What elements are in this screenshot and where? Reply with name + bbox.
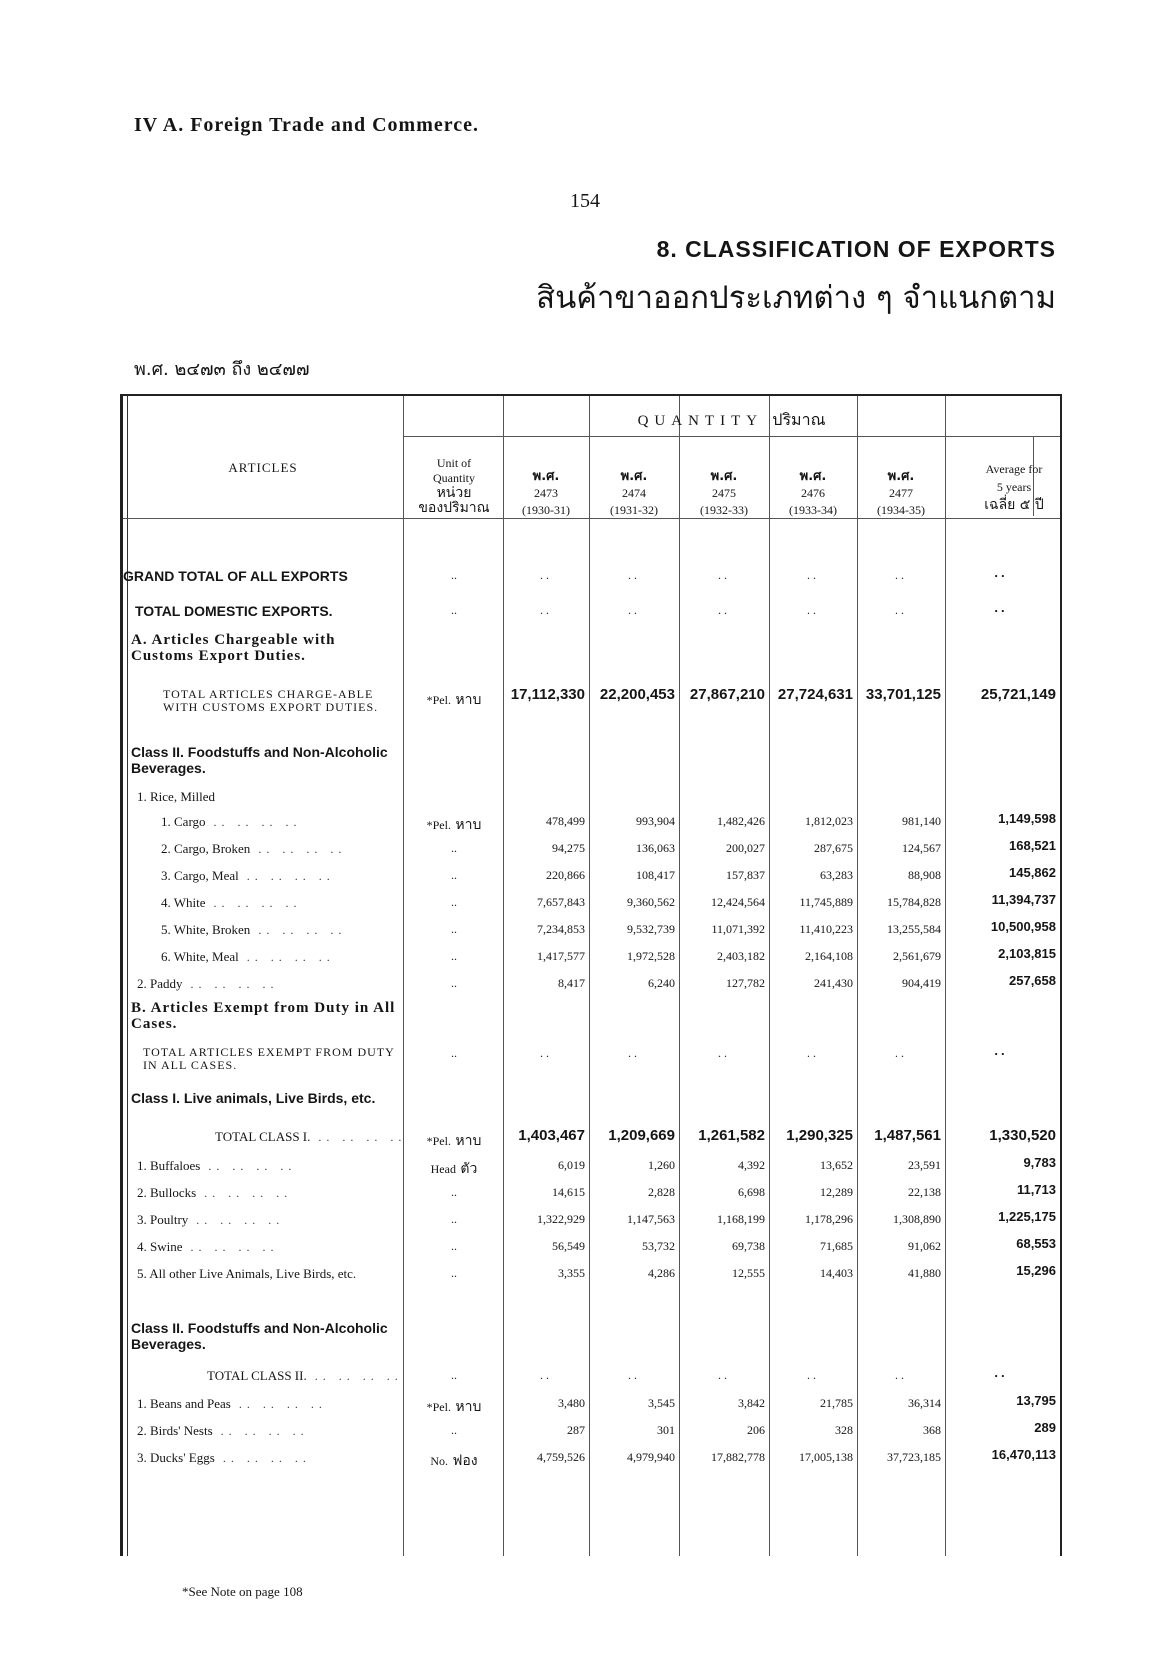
table-title-english: 8. CLASSIFICATION OF EXPORTS: [656, 236, 1056, 262]
year-value: 7,234,853: [537, 922, 585, 936]
unit-cell: [405, 1185, 503, 1200]
unit-cell: [405, 814, 503, 836]
year-header-year: 2473: [534, 486, 558, 500]
row-label: [137, 976, 403, 992]
row-label-text: 4. White: [161, 895, 206, 910]
average-value: 11,394,737: [991, 892, 1056, 907]
unit-text-thai: ฟอง: [448, 1453, 478, 1469]
row-label-text: 4. Swine: [137, 1239, 183, 1254]
year-value: 200,027: [726, 841, 765, 855]
average-value: 168,521: [1009, 838, 1056, 853]
year-value: ..: [718, 603, 730, 617]
year-value: 11,745,889: [799, 895, 853, 909]
year-value: 27,724,631: [777, 686, 853, 703]
unit-text: ..: [451, 1423, 457, 1437]
year-value: 94,275: [552, 841, 585, 855]
year-value: 2,828: [648, 1185, 675, 1199]
row-label-text: TOTAL DOMESTIC EXPORTS.: [135, 603, 333, 619]
average-value: 257,658: [1009, 973, 1056, 988]
row-label: [161, 841, 403, 857]
row-label: [137, 789, 403, 805]
year-value: 136,063: [636, 841, 675, 855]
year-value: 1,322,929: [537, 1212, 585, 1226]
row-label: [161, 922, 403, 938]
unit-text: ..: [451, 976, 457, 990]
articles-header: ARTICLES: [228, 460, 298, 475]
leader-dots: .. .. .. ..: [196, 1186, 293, 1200]
year-value: 1,168,199: [717, 1212, 765, 1226]
row-label: [161, 895, 403, 911]
unit-text: ..: [451, 1185, 457, 1199]
average-header-years: 5 years: [996, 480, 1032, 494]
year-value: 2,164,108: [805, 949, 853, 963]
exports-table: [120, 394, 1062, 1556]
row-label-text: Class II. Foodstuffs and Non-Alcoholic Beverages.: [131, 1320, 388, 1352]
unit-text: ..: [451, 1368, 457, 1382]
row-label-text: Class I. Live animals, Live Birds, etc.: [131, 1090, 376, 1106]
unit-cell: [405, 1158, 503, 1180]
page-number: 154: [570, 190, 600, 212]
row-label: [161, 814, 403, 830]
row-label-text: 1. Rice, Milled: [137, 789, 215, 804]
year-header: [769, 468, 857, 519]
year-value: 37,723,185: [887, 1450, 941, 1464]
leader-dots: .. .. .. ..: [214, 1451, 311, 1465]
leader-dots: .. .. .. ..: [182, 977, 279, 991]
year-header-th: พ.ศ.: [710, 469, 738, 484]
unit-cell: [405, 603, 503, 618]
year-value: 2,403,182: [717, 949, 765, 963]
average-value: 10,500,958: [990, 919, 1056, 934]
leader-dots: .. .. .. ..: [230, 1397, 327, 1411]
row-label-text: 3. Poultry: [137, 1212, 189, 1227]
year-header-year: 2475: [712, 486, 736, 500]
year-header-ce: (1932-33): [700, 503, 748, 517]
average-value: 2,103,815: [998, 946, 1056, 961]
year-value: 1,487,561: [874, 1127, 941, 1144]
row-label-text: 1. Beans and Peas: [137, 1396, 231, 1411]
year-value: 124,567: [902, 841, 941, 855]
unit-text: ..: [451, 841, 457, 855]
unit-text-thai: หาบ: [450, 817, 482, 833]
row-label-text: 2. Paddy: [137, 976, 183, 991]
average-value: ..: [994, 565, 1008, 580]
unit-cell: [405, 1239, 503, 1254]
unit-cell: [405, 1423, 503, 1438]
leader-dots: .. .. .. ..: [200, 1159, 297, 1173]
unit-text: ..: [451, 949, 457, 963]
unit-text: ..: [451, 922, 457, 936]
average-header: [971, 460, 1057, 514]
average-value: 1,225,175: [998, 1209, 1056, 1224]
year-value: 13,255,584: [887, 922, 941, 936]
year-value: 4,392: [738, 1158, 765, 1172]
average-value: 25,721,149: [980, 686, 1056, 703]
year-value: ..: [628, 1368, 640, 1382]
year-value: 2,561,679: [893, 949, 941, 963]
year-value: ..: [718, 1368, 730, 1382]
row-label-text: TOTAL ARTICLES CHARGE-ABLE WITH CUSTOMS EXPORT DUTIES.: [163, 687, 379, 714]
unit-text: ..: [451, 1266, 457, 1280]
leader-dots: .. .. .. ..: [238, 950, 335, 964]
year-value: 11,410,223: [799, 922, 853, 936]
year-value: 22,138: [908, 1185, 941, 1199]
row-label: [131, 1090, 403, 1106]
unit-cell: [405, 895, 503, 910]
year-value: 6,019: [558, 1158, 585, 1172]
row-label: [131, 744, 403, 776]
year-value: 12,424,564: [711, 895, 765, 909]
unit-text-thai: หาบ: [450, 1399, 482, 1415]
year-value: 241,430: [814, 976, 853, 990]
year-value: 12,289: [820, 1185, 853, 1199]
year-value: 1,308,890: [893, 1212, 941, 1226]
row-label: [137, 1450, 403, 1466]
footnote: *See Note on page 108: [182, 1584, 303, 1599]
unit-cell: [405, 689, 503, 711]
year-header-year: 2474: [622, 486, 646, 500]
row-label: [143, 1046, 401, 1072]
year-value: ..: [628, 568, 640, 582]
average-value: ..: [994, 600, 1008, 615]
year-value: 21,785: [820, 1396, 853, 1410]
year-value: 904,419: [902, 976, 941, 990]
year-value: ..: [895, 1368, 907, 1382]
year-header-th: พ.ศ.: [887, 469, 915, 484]
year-value: ..: [540, 1046, 552, 1060]
row-label: [137, 1212, 403, 1228]
unit-text-thai: หาบ: [450, 692, 482, 708]
average-header-thai: เฉลี่ย ๕ ปี: [984, 497, 1044, 513]
year-value: 17,112,330: [510, 686, 585, 703]
year-header: [589, 468, 679, 519]
year-value: 1,417,577: [537, 949, 585, 963]
row-label-text: 2. Bullocks: [137, 1185, 197, 1200]
year-value: 71,685: [820, 1239, 853, 1253]
year-value: 478,499: [546, 814, 585, 828]
year-header-ce: (1930-31): [522, 503, 570, 517]
leader-dots: .. .. .. ..: [205, 896, 302, 910]
average-value: 289: [1034, 1420, 1056, 1435]
unit-header-english: Unit of Quantity: [433, 456, 475, 485]
table-title-thai: สินค้าขาออกประเภทต่าง ๆ จำแนกตาม: [536, 280, 1056, 316]
unit-text-thai: หาบ: [450, 1133, 482, 1149]
row-label: [131, 1000, 401, 1032]
quantity-header: [403, 408, 1060, 433]
leader-dots: .. .. .. ..: [250, 923, 347, 937]
row-label: [131, 1320, 403, 1352]
leader-dots: .. .. .. ..: [306, 1369, 403, 1383]
year-value: 8,417: [558, 976, 585, 990]
leader-dots: .. .. .. ..: [205, 815, 302, 829]
year-value: 14,403: [820, 1266, 853, 1280]
year-value: ..: [807, 1046, 819, 1060]
year-value: 1,482,426: [717, 814, 765, 828]
row-label: [137, 1396, 403, 1412]
unit-text: *Pel.: [426, 818, 451, 832]
year-value: 9,360,562: [627, 895, 675, 909]
unit-cell: [405, 1368, 503, 1383]
leader-dots: .. .. .. ..: [310, 1130, 407, 1144]
unit-text-thai: ตัว: [455, 1161, 478, 1177]
year-value: 15,784,828: [887, 895, 941, 909]
average-value: 1,330,520: [989, 1127, 1056, 1144]
quantity-label-thai: ปริมาณ: [772, 410, 826, 429]
average-value: 15,296: [1016, 1263, 1056, 1278]
row-label: [137, 1423, 403, 1439]
year-value: 206: [747, 1423, 765, 1437]
year-header-ce: (1933-34): [789, 503, 837, 517]
year-value: 88,908: [908, 868, 941, 882]
row-label: [161, 949, 403, 965]
unit-header: [405, 456, 503, 516]
unit-text: Head: [430, 1162, 456, 1176]
year-value: ..: [895, 603, 907, 617]
unit-cell: [405, 922, 503, 937]
row-label-text: TOTAL CLASS I.: [215, 1129, 311, 1144]
year-value: ..: [807, 1368, 819, 1382]
leader-dots: .. .. .. ..: [212, 1424, 309, 1438]
unit-header-thai-1: หน่วย: [436, 485, 472, 501]
unit-text: ..: [451, 1239, 457, 1253]
year-value: 13,652: [820, 1158, 853, 1172]
row-label: [137, 1158, 403, 1174]
row-label: [137, 1185, 403, 1201]
year-value: 63,283: [820, 868, 853, 882]
year-value: 56,549: [552, 1239, 585, 1253]
year-value: 41,880: [908, 1266, 941, 1280]
year-value: 1,261,582: [698, 1127, 765, 1144]
row-label-text: A. Articles Chargeable with Customs Export Duties.: [131, 632, 336, 664]
year-header-th: พ.ศ.: [532, 469, 560, 484]
row-label-text: 1. Cargo: [161, 814, 206, 829]
year-value: 108,417: [636, 868, 675, 882]
average-value: 1,149,598: [998, 811, 1056, 826]
year-value: 1,972,528: [627, 949, 675, 963]
year-value: ..: [807, 603, 819, 617]
year-value: 301: [657, 1423, 675, 1437]
unit-cell: [405, 1396, 503, 1418]
year-value: 33,701,125: [865, 686, 941, 703]
year-value: ..: [540, 1368, 552, 1382]
unit-text: *Pel.: [426, 1134, 451, 1148]
year-value: 6,698: [738, 1185, 765, 1199]
unit-cell: [405, 841, 503, 856]
year-header-year: 2477: [889, 486, 913, 500]
row-label: [137, 1266, 403, 1282]
year-value: 91,062: [908, 1239, 941, 1253]
year-value: 1,260: [648, 1158, 675, 1172]
quantity-label: QUANTITY: [637, 413, 763, 429]
year-header-year: 2476: [801, 486, 825, 500]
year-header-ce: (1931-32): [610, 503, 658, 517]
unit-text: ..: [451, 568, 457, 582]
row-label-text: GRAND TOTAL OF ALL EXPORTS: [123, 568, 348, 584]
leader-dots: .. .. .. ..: [250, 842, 347, 856]
year-value: 3,545: [648, 1396, 675, 1410]
section-heading: IV A. Foreign Trade and Commerce.: [134, 114, 480, 136]
unit-cell: [405, 1212, 503, 1227]
unit-text: *Pel.: [426, 1400, 451, 1414]
year-value: 1,403,467: [518, 1127, 585, 1144]
average-value: 68,553: [1016, 1236, 1056, 1251]
average-value: 13,795: [1016, 1393, 1056, 1408]
unit-text: ..: [451, 868, 457, 882]
year-header: [857, 468, 945, 519]
year-value: ..: [540, 568, 552, 582]
year-value: ..: [628, 603, 640, 617]
row-label-text: TOTAL CLASS II.: [207, 1368, 307, 1383]
leader-dots: .. .. .. ..: [238, 869, 335, 883]
row-label-text: 6. White, Meal: [161, 949, 239, 964]
leader-dots: .. .. .. ..: [188, 1213, 285, 1227]
unit-text: ..: [451, 1212, 457, 1226]
unit-cell: [405, 976, 503, 991]
unit-text: No.: [430, 1454, 449, 1468]
row-label-text: B. Articles Exempt from Duty in All Cases.: [131, 1000, 396, 1032]
average-value: ..: [994, 1043, 1008, 1058]
average-value: 11,713: [1016, 1182, 1056, 1197]
row-label: [163, 688, 401, 714]
year-value: 981,140: [902, 814, 941, 828]
year-value: ..: [895, 1046, 907, 1060]
year-value: 4,286: [648, 1266, 675, 1280]
row-label-text: Class II. Foodstuffs and Non-Alcoholic Beverages.: [131, 744, 388, 776]
year-value: 69,738: [732, 1239, 765, 1253]
unit-cell: [405, 1130, 503, 1152]
row-label-text: 3. Ducks' Eggs: [137, 1450, 215, 1465]
year-value: 14,615: [552, 1185, 585, 1199]
year-value: 287: [567, 1423, 585, 1437]
year-value: 12,555: [732, 1266, 765, 1280]
row-label: [215, 1129, 407, 1145]
year-header: [503, 468, 589, 519]
year-value: ..: [718, 1046, 730, 1060]
unit-cell: [405, 1450, 503, 1472]
unit-cell: [405, 1266, 503, 1281]
average-value: 145,862: [1009, 865, 1056, 880]
row-label-text: 1. Buffaloes: [137, 1158, 201, 1173]
year-value: 993,904: [636, 814, 675, 828]
row-label-text: 5. All other Live Animals, Live Birds, etc.: [137, 1266, 357, 1281]
row-label: [123, 568, 403, 584]
year-value: 3,355: [558, 1266, 585, 1280]
year-value: ..: [540, 603, 552, 617]
year-value: 1,290,325: [786, 1127, 853, 1144]
average-value: ..: [994, 1365, 1008, 1380]
year-header-th: พ.ศ.: [799, 469, 827, 484]
row-label: [137, 1239, 403, 1255]
year-value: 157,837: [726, 868, 765, 882]
row-label: [207, 1368, 403, 1384]
period-thai: พ.ศ. ๒๔๗๓ ถึง ๒๔๗๗: [134, 359, 310, 380]
row-label: [161, 868, 403, 884]
year-value: 9,532,739: [627, 922, 675, 936]
year-value: 53,732: [642, 1239, 675, 1253]
year-value: 3,842: [738, 1396, 765, 1410]
year-header: [679, 468, 769, 519]
unit-cell: [405, 568, 503, 583]
year-value: 23,591: [908, 1158, 941, 1172]
year-value: 4,979,940: [627, 1450, 675, 1464]
year-value: 17,882,778: [711, 1450, 765, 1464]
year-value: ..: [718, 568, 730, 582]
year-value: 27,867,210: [689, 686, 765, 703]
unit-header-thai-2: ของปริมาณ: [418, 500, 490, 516]
unit-cell: [405, 868, 503, 883]
row-label: [135, 603, 403, 619]
year-value: 328: [835, 1423, 853, 1437]
row-label: [131, 632, 401, 664]
leader-dots: .. .. .. ..: [182, 1240, 279, 1254]
unit-text: ..: [451, 895, 457, 909]
year-value: ..: [807, 568, 819, 582]
row-label-text: 5. White, Broken: [161, 922, 251, 937]
unit-cell: [405, 1046, 503, 1061]
year-value: 22,200,453: [599, 686, 675, 703]
year-value: 4,759,526: [537, 1450, 585, 1464]
row-label-text: 2. Cargo, Broken: [161, 841, 251, 856]
year-value: 1,812,023: [805, 814, 853, 828]
unit-text: ..: [451, 1046, 457, 1060]
year-header-th: พ.ศ.: [620, 469, 648, 484]
year-value: 36,314: [908, 1396, 941, 1410]
year-value: 287,675: [814, 841, 853, 855]
year-value: 1,147,563: [627, 1212, 675, 1226]
year-value: 368: [923, 1423, 941, 1437]
unit-text: ..: [451, 603, 457, 617]
year-value: 11,071,392: [711, 922, 765, 936]
year-value: 220,866: [546, 868, 585, 882]
average-value: 9,783: [1023, 1155, 1056, 1170]
year-value: 127,782: [726, 976, 765, 990]
row-label-text: 3. Cargo, Meal: [161, 868, 239, 883]
year-value: 6,240: [648, 976, 675, 990]
year-value: 17,005,138: [799, 1450, 853, 1464]
year-header-ce: (1934-35): [877, 503, 925, 517]
year-value: ..: [895, 568, 907, 582]
unit-text: *Pel.: [426, 693, 451, 707]
row-label-text: TOTAL ARTICLES EXEMPT FROM DUTY IN ALL CASES.: [143, 1045, 395, 1072]
year-value: ..: [628, 1046, 640, 1060]
average-value: 16,470,113: [991, 1447, 1056, 1462]
unit-cell: [405, 949, 503, 964]
year-value: 1,178,296: [805, 1212, 853, 1226]
year-value: 7,657,843: [537, 895, 585, 909]
year-value: 1,209,669: [608, 1127, 675, 1144]
average-header-english: Average for: [985, 462, 1043, 476]
year-value: 3,480: [558, 1396, 585, 1410]
row-label-text: 2. Birds' Nests: [137, 1423, 213, 1438]
